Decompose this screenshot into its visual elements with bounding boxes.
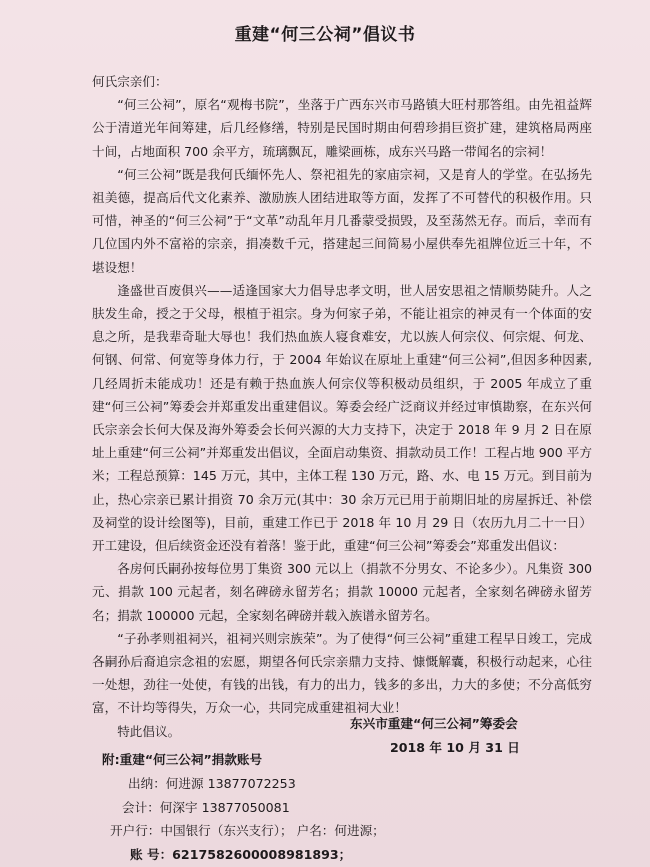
paragraph-history: “何三公祠”既是我何氏缅怀先人、祭祀祖先的家庙宗祠，又是育人的学堂。在弘扬先祖美德，提高后代文化素养、激励族人团结进取等方面，发挥了不可替代的积极作用。只可惜，神圣的“何三公祠”于“文革”动乱年月几番蒙受损毁，及至荡然无存。而后，幸而有几位国内外不富裕的宗亲，捐凑数千元，搭建起三间简易小屋供奉先祖牌位近三十年，不堪设想！ <box>92 166 592 275</box>
appendix-heading: 附:重建“何三公祠”捐款账号 <box>102 752 263 767</box>
document-body <box>92 70 592 743</box>
accountant-line: 会计：何深宇 13877050081 <box>122 799 290 815</box>
donation-account-block <box>102 748 522 867</box>
signature-date: 2018 年 10 月 31 日 <box>390 739 520 755</box>
document-title: 重建“何三公祠”倡议书 <box>234 25 416 45</box>
paragraph-donation-rules: 各房何氏嗣孙按每位男丁集资 300 元以上（捐款不分男女、不论多少）。凡集资 300 元、捐款 100 元起者，刻名碑磅永留芳名；捐款 10000 元起者，全家刻名碑磅永留芳名；捐款 100000 元起，全家刻名碑磅并载入族谱永留芳名。 <box>92 561 592 623</box>
paragraph-appeal: “子孙孝则祖祠兴，祖祠兴则宗族荣”。为了使得“何三公祠”重建工程早日竣工，完成各嗣孙后裔追宗念祖的宏愿，期望各何氏宗亲鼎力支持、慷慨解囊，积极行动起来，心往一处想，劲往一处使，有钱的出钱，有力的出力，钱多的多出，力大的多使；不分高低穷富，不计均等得失，万众一心，共同完成重建祖祠大业！ <box>92 630 592 716</box>
paragraph-closing: 特此倡议。 <box>117 723 181 739</box>
paragraph-reconstruction: 逢盛世百废俱兴——适逢国家大力倡导忠孝文明，世人居安思祖之情顺势陡升。人之肤发生命，授之于父母，根植于祖宗。身为何家子弟，不能让祖宗的神灵有一个体面的安息之所，是我辈奇耻大辱也！我们热血族人寝食难安，尤以族人何宗仪、何宗焜、何龙、何钢、何常、何宽等身体力行，于 2004 年始议在原址上重建“何三公祠”,但因多种因素,几经周折未能成功！还是有赖于热血族人何宗仪等积极动员组织，于 2005 年成立了重建“何三公祠”筹委会并郑重发出重建倡议。筹委会经广泛商议并经过审慎勘察，在东兴何氏宗亲会长何大保及海外筹委会长何兴源的大力支持下，决定于 2018 年 9 月 2 日在原址上重建“何三公祠”并郑重发出倡议，全面启动集资、捐款动员工作！工程占地 900 平方米；工程总预算：145 万元，其中，主体工程 130 万元，路、水、电 15 万元。到目前为止，热心宗亲已累计捐资 70 余万元(其中：30 余万元已用于前期旧址的房屋拆迁、补偿及祠堂的设计绘图等)，目前，重建工作已于 2018 年 10 月 29 日（农历九月二十一日）开工建设，但后续资金还没有着落！鉴于此，重建“何三公祠”筹委会”郑重发出倡议： <box>92 282 592 554</box>
bank-line: 开户行：中国银行（东兴支行）； 户名：何进源； <box>110 823 385 839</box>
paragraph-origin: “何三公祠”，原名“观梅书院”，坐落于广西东兴市马路镇大旺村那答组。由先祖益辉公于清道光年间筹建，后几经修缮，特别是民国时期由何碧珍捐巨资扩建，建筑格局两座十间，占地面积 700 余平方，琉璃飘瓦，雕梁画栋，成东兴马路一带闻名的宗祠！ <box>92 97 592 159</box>
account-number-line: 账 号：6217582600008981893； <box>130 847 352 863</box>
cashier-line: 出纳：何进源 13877072253 <box>128 775 296 791</box>
greeting: 何氏宗亲们： <box>92 74 168 89</box>
signature-organization: 东兴市重建“何三公祠”筹委会 <box>350 716 518 731</box>
